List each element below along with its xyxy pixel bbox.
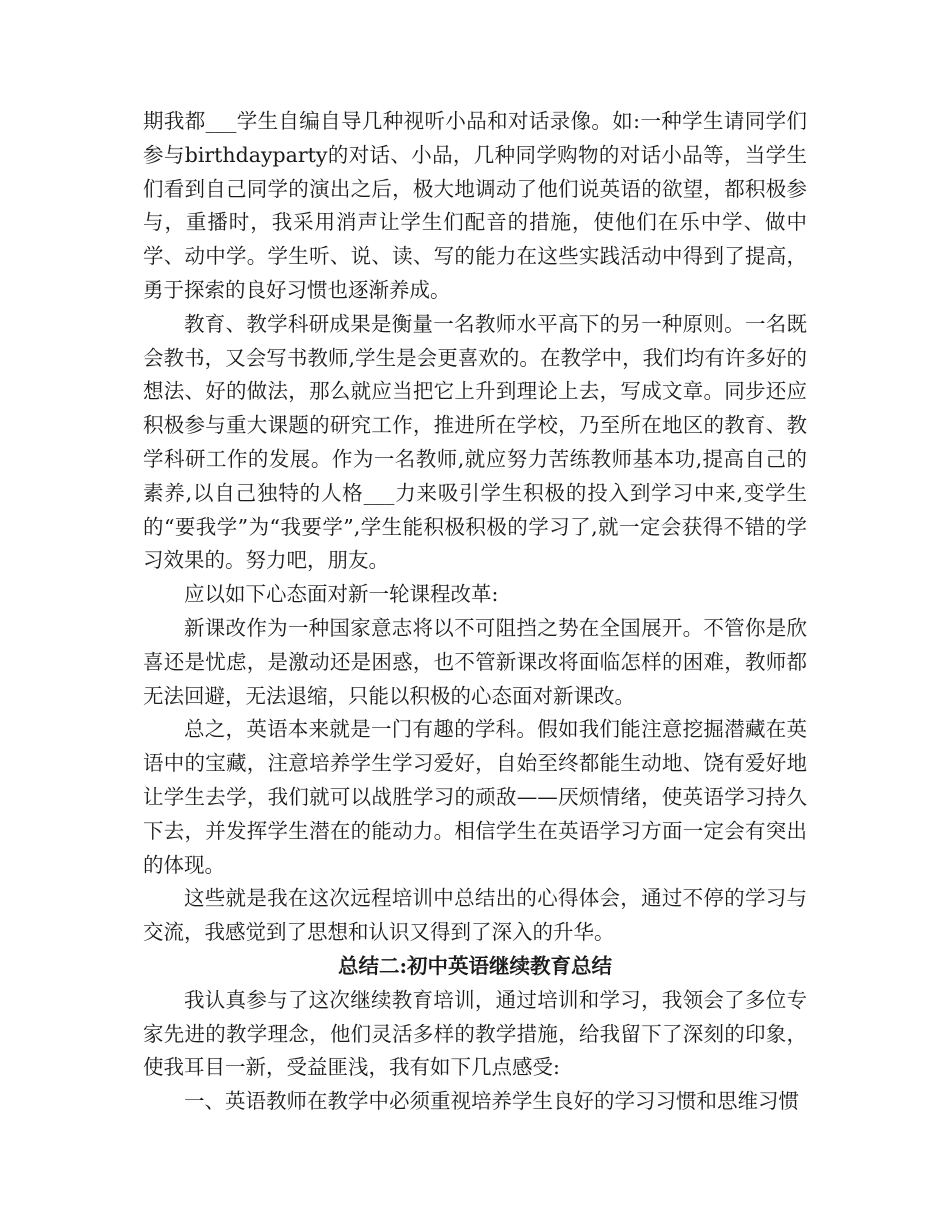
- paragraph-new-curriculum: 新课改作为一种国家意志将以不可阻挡之势在全国展开。不管你是欣喜还是忧虑，是激动还是困惑，也不管新课改将面临怎样的困难，教师都无法回避，无法退缩，只能以积极的心态面对新课改。: [143, 615, 807, 708]
- paragraph-training: 我认真参与了这次继续教育培训，通过培训和学习，我领会了多位专家先进的教学理念，他们灵活多样的教学措施，给我留下了深刻的印象，使我耳目一新，受益匪浅，我有如下几点感受:: [143, 987, 807, 1080]
- paragraph-research: 教育、教学科研成果是衡量一名教师水平高下的另一种原则。一名既会教书，又会写书教师,学生是会更喜欢的。在教学中，我们均有许多好的想法、好的做法，那么就应当把它上升到理论上去，写成文章。同步还应积极参与重大课题的研究工作，推进所在学校，乃至所在地区的教育、教学科研工作的发展。作为一名教师,就应努力苦练教师基本功,提高自己的素养,以自己独特的人格___力来吸引学生积极的投入到学习中来,变学生的“要我学”为“我要学”,学生能积极积极的学习了,就一定会获得不错的学习效果的。努力吧，朋友。: [143, 311, 807, 573]
- paragraph-continuation: 期我都___学生自编自导几种视听小品和对话录像。如:一种学生请同学们参与birthdayparty的对话、小品，几种同学购物的对话小品等，当学生们看到自己同学的演出之后，极大地调动了他们说英语的欲望，都积极参与，重播时，我采用消声让学生们配音的措施，使他们在乐中学、做中学、动中学。学生听、说、读、写的能力在这些实践活动中得到了提高，勇于探索的良好习惯也逐渐养成。: [143, 109, 807, 302]
- section-heading: 总结二:初中英语继续教育总结: [337, 953, 613, 978]
- paragraph-attitude-intro: 应以如下心态面对新一轮课程改革:: [184, 582, 499, 607]
- document-body: [143, 105, 807, 1119]
- paragraph-conclusion: 总之，英语本来就是一门有趣的学科。假如我们能注意挖掘潜藏在英语中的宝藏，注意培养学生学习爱好，自始至终都能生动地、饶有爱好地让学生去学，我们就可以战胜学习的顽敌——厌烦情绪，使英语学习持久下去，并发挥学生潜在的能动力。相信学生在英语学习方面一定会有突出的体现。: [143, 717, 807, 877]
- paragraph-summary: 这些就是我在这次远程培训中总结出的心得体会，通过不停的学习与交流，我感觉到了思想和认识又得到了深入的升华。: [143, 886, 807, 945]
- paragraph-point-one: 一、英语教师在教学中必须重视培养学生良好的学习习惯和思维习惯: [184, 1089, 799, 1114]
